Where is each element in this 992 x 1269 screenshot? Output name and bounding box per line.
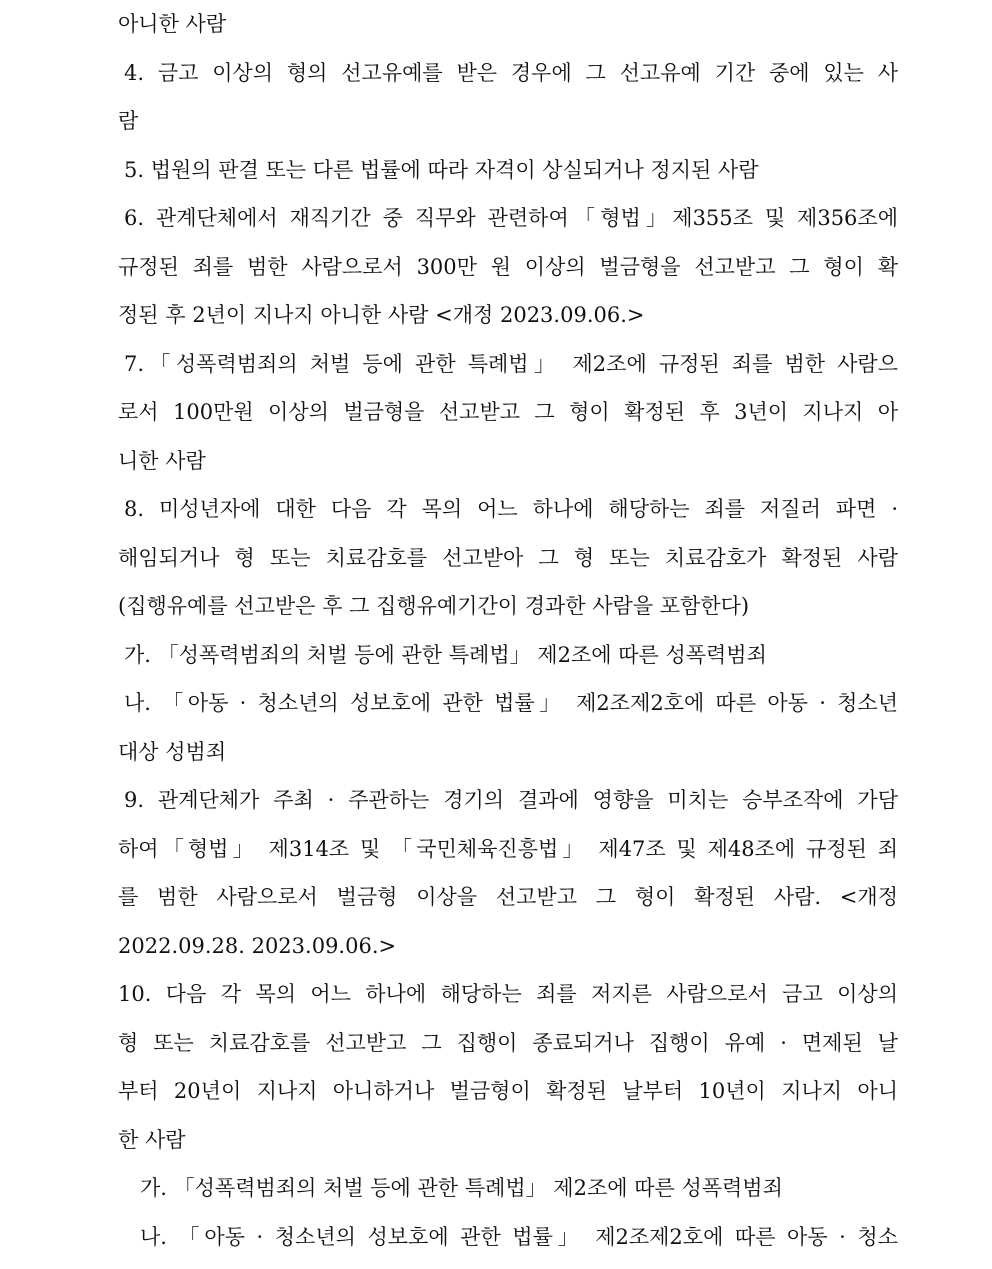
text-line: 형 또는 치료감호를 선고받고 그 집행이 종료되거나 집행이 유예 · 면제된 날 xyxy=(118,1031,898,1055)
list-item-6: 6. 관계단체에서 재직기간 중 직무와 관련하여「형법」제355조 및 제356조에 xyxy=(124,206,898,230)
text-line: 대상 성범죄 xyxy=(118,740,227,764)
text-line: 2022.09.28. 2023.09.06.> xyxy=(118,934,397,958)
text-line: 한 사람 xyxy=(118,1128,186,1152)
list-item-9: 9. 관계단체가 주최 · 주관하는 경기의 결과에 영향을 미치는 승부조작에 가담 xyxy=(124,788,898,812)
text-line: 니한 사람 xyxy=(118,449,206,473)
text-line: 람 xyxy=(118,109,139,133)
text-line: 정된 후 2년이 지나지 아니한 사람 <개정 2023.09.06.> xyxy=(118,303,645,327)
text-line: 를 범한 사람으로서 벌금형 이상을 선고받고 그 형이 확정된 사람. <개정 xyxy=(118,885,898,909)
list-item-10: 10. 다음 각 목의 어느 하나에 해당하는 죄를 저지른 사람으로서 금고 이상의 xyxy=(118,982,898,1006)
text-line: 부터 20년이 지나지 아니하거나 벌금형이 확정된 날부터 10년이 지나지 아니 xyxy=(118,1079,898,1103)
list-item-4: 4. 금고 이상의 형의 선고유예를 받은 경우에 그 선고유예 기간 중에 있는 사 xyxy=(124,61,898,85)
text-line: (집행유예를 선고받은 후 그 집행유예기간이 경과한 사람을 포함한다) xyxy=(118,594,750,618)
text-line: 로서 100만원 이상의 벌금형을 선고받고 그 형이 확정된 후 3년이 지나지 아 xyxy=(118,400,898,424)
sub-item-ga: 가. 「성폭력범죄의 처벌 등에 관한 특례법」 제2조에 따른 성폭력범죄 xyxy=(140,1176,783,1200)
list-item-5: 5. 법원의 판결 또는 다른 법률에 따라 자격이 상실되거나 정지된 사람 xyxy=(124,158,759,182)
text-line: 하여「형법」 제314조 및 「국민체육진흥법」 제47조 및 제48조에 규정된 죄 xyxy=(118,837,898,861)
sub-item-ga: 가. 「성폭력범죄의 처벌 등에 관한 특례법」 제2조에 따른 성폭력범죄 xyxy=(124,643,767,667)
text-line: 아니한 사람 xyxy=(118,12,227,36)
list-item-7: 7.「성폭력범죄의 처벌 등에 관한 특례법」 제2조에 규정된 죄를 범한 사람으 xyxy=(124,352,898,376)
sub-item-na: 나. 「아동 · 청소년의 성보호에 관한 법률」 제2조제2호에 따른 아동 · 청소년 xyxy=(124,691,898,715)
text-line: 해임되거나 형 또는 치료감호를 선고받아 그 형 또는 치료감호가 확정된 사람 xyxy=(118,546,898,570)
sub-item-na: 나. 「아동 · 청소년의 성보호에 관한 법률」 제2조제2호에 따른 아동 · 청소 xyxy=(140,1225,898,1249)
list-item-8: 8. 미성년자에 대한 다음 각 목의 어느 하나에 해당하는 죄를 저질러 파면 · xyxy=(124,497,898,521)
text-line: 규정된 죄를 범한 사람으로서 300만 원 이상의 벌금형을 선고받고 그 형이 확 xyxy=(118,255,898,279)
